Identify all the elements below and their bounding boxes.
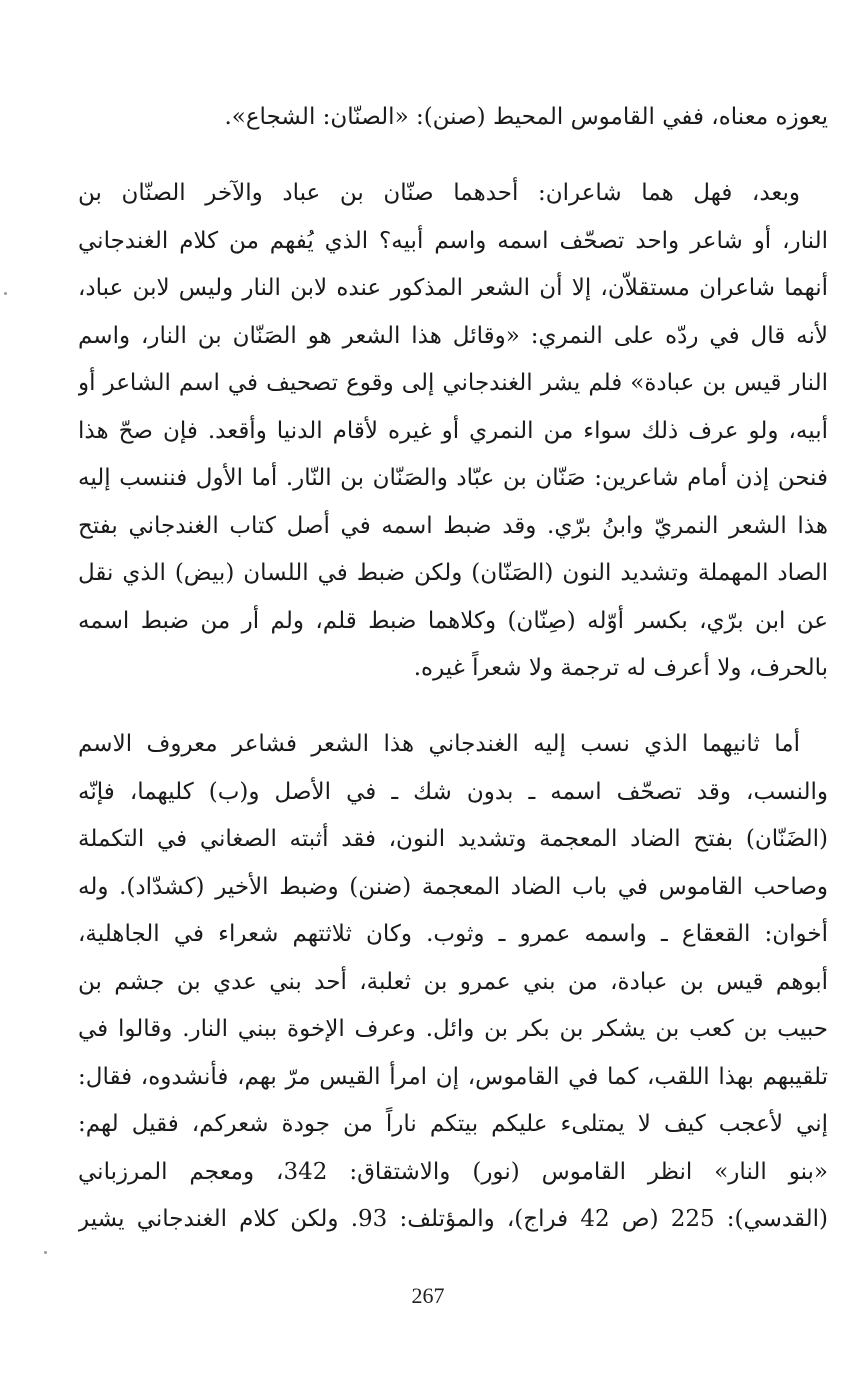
paragraph-2 (78, 170, 828, 693)
text-line: النار قيس بن عبادة» فلم يشر الغندجاني إلى وقوع تصحيف في اسم الشاعر أو (78, 370, 828, 396)
text-line: النار، أو شاعر واحد تصحّف اسمه واسم أبيه؟ الذي يُفهم من كلام الغندجاني (78, 227, 828, 254)
text-line: لأنه قال في ردّه على النمري: «وقائل هذا الشعر هو الصَنّان بن النار، واسم (78, 322, 828, 349)
text-line: (الضَنّان) بفتح الضاد المعجمة وتشديد النون، فقد أثبته الصغاني في التكملة (78, 826, 828, 852)
text-line: إني لأعجب كيف لا يمتلىء عليكم بيتكم ناراً من جودة شعركم، فقيل لهم: (78, 1111, 828, 1137)
text-line: بالحرف، ولا أعرف له ترجمة ولا شعراً غيره. (413, 655, 828, 681)
text-line: أبيه، ولو عرف ذلك سواء من النمري أو غيره لأقام الدنيا وأقعد. فإن صحّ هذا (78, 417, 828, 444)
paragraph-3 (78, 721, 828, 1244)
text-line: أخوان: القعقاع ـ واسمه عمرو ـ وثوب. وكان ثلاثتهم شعراء في الجاهلية، (78, 921, 828, 947)
page-number: 267 (411, 1283, 445, 1308)
scan-speck (44, 1251, 47, 1254)
text-line: والنسب، وقد تصحّف اسمه ـ بدون شك ـ في الأصل و(ب) كليهما، فإنّه (78, 778, 828, 805)
text-line: أبوهم قيس بن عبادة، من بني عمرو بن ثعلبة، أحد بني عدي بن جشم بن (78, 968, 828, 995)
text-line: (القدسي): 225 (ص 42 فراج)، والمؤتلف: 93. ولكن كلام الغندجاني يشير (78, 1206, 828, 1232)
text-line: هذا الشعر النمريّ وابنُ برّي. وقد ضبط اسمه في أصل كتاب الغندجاني بفتح (78, 512, 828, 539)
scan-speck (4, 292, 7, 295)
text-line: عن ابن برّي، بكسر أوّله (صِنّان) وكلاهما ضبط قلم، ولم أر من ضبط اسمه (78, 607, 828, 634)
text-line: أما ثانيهما الذي نسب إليه الغندجاني هذا الشعر فشاعر معروف الاسم (78, 731, 800, 757)
paragraph-1 (78, 94, 828, 142)
text-line: الصاد المهملة وتشديد النون (الصَنّان) ولكن ضبط في اللسان (بيض) الذي نقل (78, 560, 828, 586)
text-line: وصاحب القاموس في باب الضاد المعجمة (ضنن) وضبط الأخير (كشدّاد). وله (78, 873, 828, 900)
text-line: أنهما شاعران مستقلاّن، إلا أن الشعر المذكور عنده لابن النار وليس لابن عباد، (78, 275, 828, 301)
text-line: حبيب بن كعب بن يشكر بن بكر بن وائل. وعرف الإخوة ببني النار. وقالوا في (78, 1016, 828, 1042)
text-line: فنحن إذن أمام شاعرين: صَنّان بن عبّاد والصَنّان بن النّار. أما الأول فننسب إليه (78, 465, 828, 491)
text-line: يعوزه معناه، ففي القاموس المحيط (صنن): «الصنّان: الشجاع». (224, 104, 828, 130)
text-line: تلقيبهم بهذا اللقب، كما في القاموس، إن امرأ القيس مرّ بهم، فأنشدوه، فقال: (78, 1063, 828, 1090)
text-line: «بنو النار» انظر القاموس (نور) والاشتقاق: 342، ومعجم المرزباني (78, 1158, 828, 1185)
text-line: وبعد، فهل هما شاعران: أحدهما صنّان بن عباد والآخر الصنّان بن (78, 180, 800, 206)
